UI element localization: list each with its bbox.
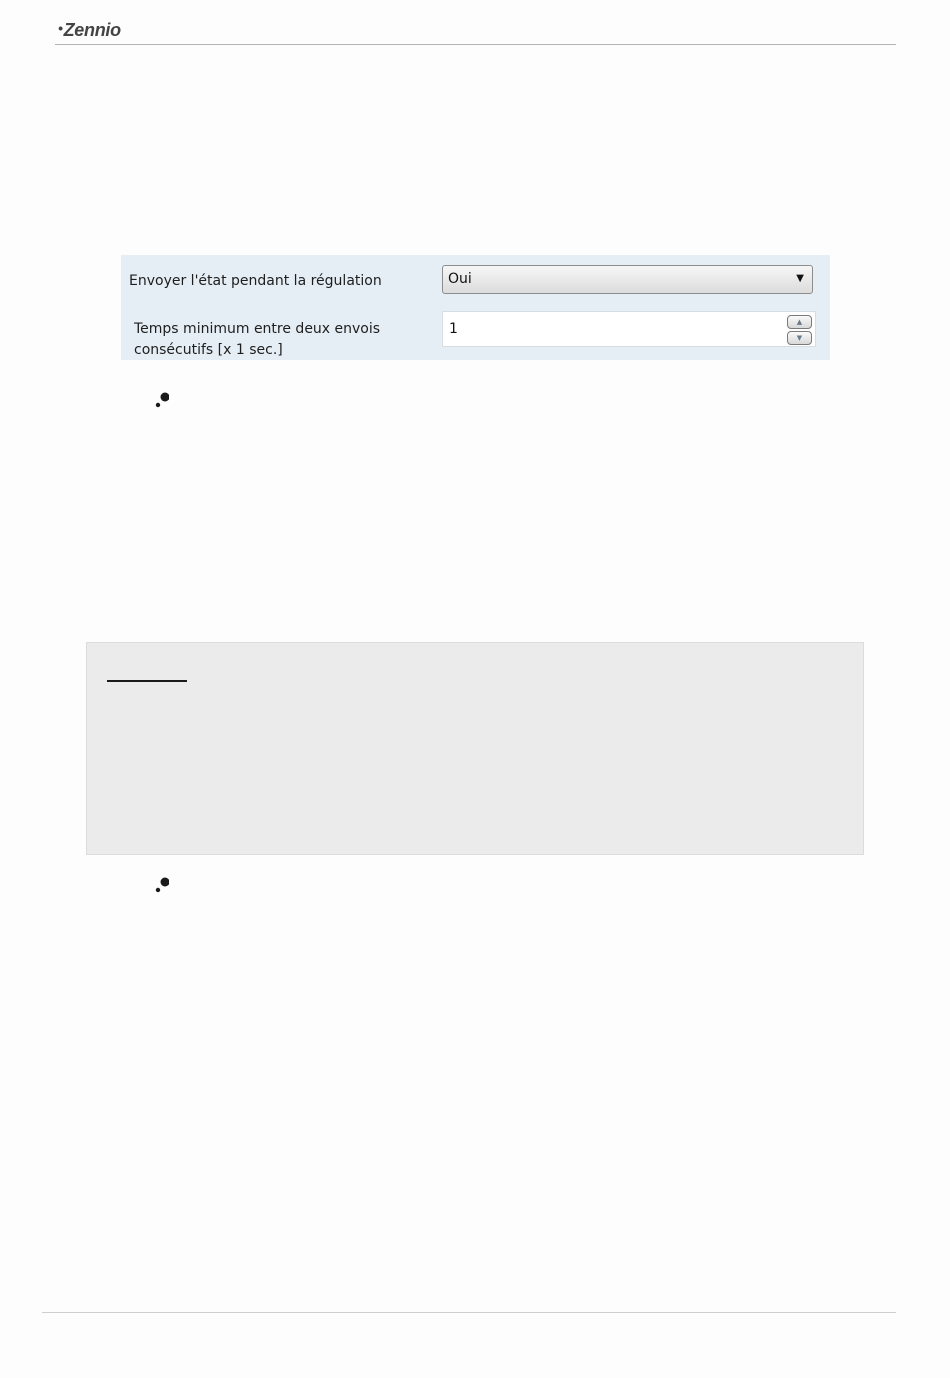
send-state-label: Envoyer l'état pendant la régulation	[129, 273, 382, 289]
send-state-select[interactable]	[442, 265, 813, 294]
min-time-value[interactable]: 1	[449, 321, 458, 337]
header-divider	[55, 44, 896, 45]
bullet-dot-icon	[155, 877, 169, 893]
send-state-select-value: Oui	[448, 271, 472, 287]
note-heading-underline	[107, 680, 187, 682]
brand-logo-dot: •	[58, 20, 63, 36]
brand-logo	[58, 20, 121, 41]
chevron-down-icon: ▼	[796, 273, 804, 284]
min-time-stepper[interactable]	[442, 311, 816, 347]
brand-logo-text: Zennio	[63, 20, 121, 40]
note-box	[86, 642, 864, 855]
increment-arrow-icon[interactable]: ▲	[787, 315, 812, 329]
footer-divider	[42, 1312, 896, 1313]
settings-panel	[121, 255, 830, 360]
bullet-dot-icon	[155, 392, 169, 408]
decrement-arrow-icon[interactable]: ▼	[787, 331, 812, 345]
min-time-label: Temps minimum entre deux envois consécutifs [x 1 sec.]	[134, 321, 381, 358]
